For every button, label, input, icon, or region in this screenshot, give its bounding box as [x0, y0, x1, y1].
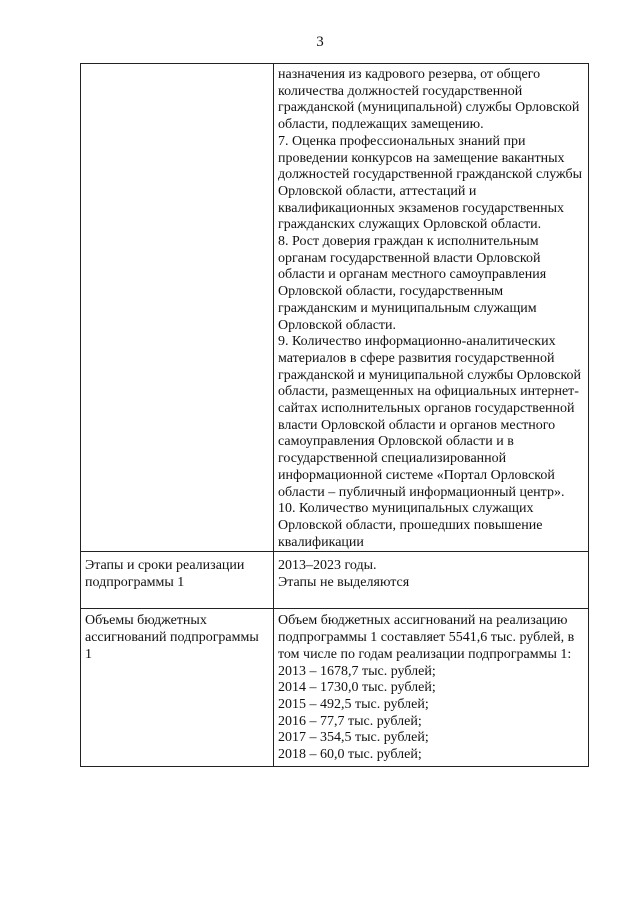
stages-note: Этапы не выделяются — [278, 575, 410, 591]
budget-year-2015: 2015 – 492,5 тыс. рублей; — [278, 696, 429, 712]
row1-label-cell — [81, 64, 274, 552]
stages-label: Этапы и сроки реализации подпрограммы 1 — [81, 552, 274, 609]
indicator-8: 8. Рост доверия граждан к исполнительным органам государственной власти Орловской области и органам местного самоуправления Орловской области, государственным гражданским и муниципальным служащим Орловской области. — [278, 234, 547, 333]
stages-period: 2013–2023 годы. — [278, 558, 377, 574]
row1-content-cell — [274, 64, 589, 552]
table-row-stages — [81, 552, 589, 609]
indicator-6-continuation: назначения из кадрового резерва, от общего количества должностей государственной гражданской (муниципальной) службы Орловской области, подлежащих замещению. — [278, 67, 580, 133]
table-row-indicators — [81, 64, 589, 552]
budget-year-2017: 2017 – 354,5 тыс. рублей; — [278, 730, 429, 746]
stages-content — [274, 552, 589, 609]
budget-year-2018: 2018 – 60,0 тыс. рублей; — [278, 747, 422, 763]
indicator-9: 9. Количество информационно-аналитических материалов в сфере развития государственной гражданской и муниципальной службы Орловской области, размещенных на официальных интернет-сайтах исполнительных органов государственной власти Орловской области и органов местного самоуправления Орловской области и в государственной специализированной информационной системе «Портал Орловской области – публичный информационный центр». — [278, 334, 582, 500]
budget-label: Объемы бюджетных ассигнований подпрограммы 1 — [81, 609, 274, 766]
table-row-budget — [81, 609, 589, 766]
budget-year-2013: 2013 – 1678,7 тыс. рублей; — [278, 663, 436, 679]
budget-total: Объем бюджетных ассигнований на реализацию подпрограммы 1 составляет 5541,6 тыс. рублей, в том числе по годам реализации подпрограммы 1: — [278, 613, 575, 662]
passport-table — [80, 63, 589, 767]
page-number: 3 — [316, 34, 324, 50]
budget-content — [274, 609, 589, 766]
indicator-10: 10. Количество муниципальных служащих Орловской области, прошедших повышение квалификации — [278, 501, 543, 550]
budget-year-2014: 2014 – 1730,0 тыс. рублей; — [278, 680, 436, 696]
budget-year-2016: 2016 – 77,7 тыс. рублей; — [278, 713, 422, 729]
indicator-7: 7. Оценка профессиональных знаний при проведении конкурсов на замещение вакантных должностей государственной гражданской службы Орловской области, аттестаций и квалификационных экзаменов государственных гражданских служащих Орловской области. — [278, 133, 583, 233]
